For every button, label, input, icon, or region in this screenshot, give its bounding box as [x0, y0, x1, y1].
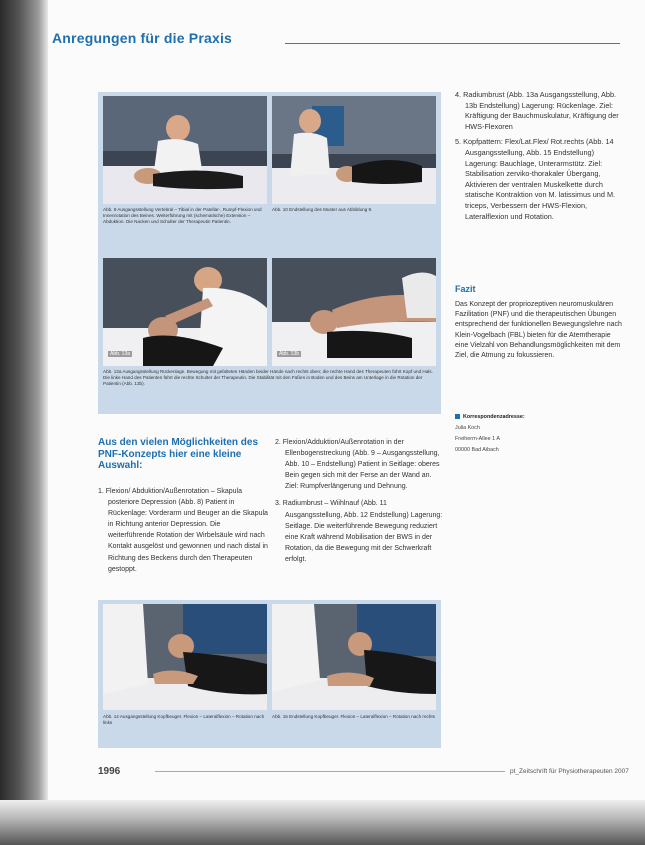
- footer-source: pt_Zeitschrift für Physiotherapeuten 2007: [510, 768, 629, 775]
- address-line: Julia Koch: [455, 425, 480, 431]
- page-number: 1996: [98, 766, 121, 777]
- caption-abb9: Abb. 9 Ausgangsstellung Vertebral – Tibial in der Patellar-, Rumpf-Flexion und Innenrotation des Beines. Weiterführung mit (schematische) Extension – Abduktion. Die Nacken und Schulter der Therapeutin Patientin.: [103, 207, 262, 225]
- footer-rule: [155, 771, 505, 772]
- address-line: 00000 Bad Aibach: [455, 447, 499, 453]
- header-rule: [285, 43, 620, 44]
- text-column-right: [275, 437, 445, 571]
- fazit-heading: Fazit: [455, 284, 476, 294]
- photo-abb15: [272, 604, 436, 710]
- fazit-text: Das Konzept der propriozeptiven neuromuskulären Fazilitation (PNF) und die therapeutischen Übungen entsprechend der funktionellen Bewegungslehre nach Klein-Vogelbach (FBL) bieten für die Atemtherapie eine Vielzahl von Behandlungsmöglichkeiten mit dem Ziel, die Atmung zu fokussieren.: [455, 301, 622, 360]
- caption-abb15: Abb. 15 Endstellung Kopfbeuger. Flexion – Lateralflexion – Rotation nach rechts: [272, 714, 435, 719]
- exercise-item-4: 4. Radiumbrust (Abb. 13a Ausgangsstellung, Abb. 13b Endstellung) Lagerung: Rückenlage. Ziel: Kräftigung der Bauchmuskulatur, Kräftigung der HWS-Flexoren: [455, 90, 619, 131]
- address-line: Freiherrn-Allee 1 A: [455, 436, 500, 442]
- photo-label-abb13b: Abb. 13b: [279, 351, 300, 357]
- caption-abb10: Abb. 10 Endstellung des Muster aus Abbildung 9.: [272, 207, 373, 212]
- text-column-left: [98, 486, 268, 581]
- bullet-icon: [455, 414, 460, 419]
- exercise-item-1: 1. Flexion/ Abduktion/Außenrotation – Skapula posteriore Depression (Abb. 8) Patient in Rückenlage: Vorderarm und Beuger an die Skapula in Richtung anterior Depression. Die weiterführende Rotation der Wirbelsäule wird nach Kontakt ausgelöst und gewonnen und nach distal in Richtung des Beckens durch den Therapeuten gestoppt.: [98, 488, 268, 573]
- header-title: Anregungen für die Praxis: [52, 30, 233, 46]
- page-bottom-shadow: [0, 800, 645, 845]
- address-heading: Korrespondenzadresse:: [463, 414, 525, 420]
- exercise-item-2: 2. Flexion/Adduktion/Außenrotation in der Ellenbogenstreckung (Abb. 9 – Ausgangsstellung, Abb. 10 – Endstellung) Patient in Seitlage: oberes Bein gegen sich mit der Ferse an der Wand an. Ziel: Rumpfverlängerung und Dehnung.: [275, 439, 440, 491]
- correspondence-address: [455, 412, 625, 456]
- photo-abb13a: [103, 258, 267, 366]
- photo-label-abb13a: Abb. 13a: [110, 351, 131, 357]
- right-column: [455, 90, 625, 227]
- exercise-item-3: 3. Radiumbrust – Wiihlnauf (Abb. 11 Ausgangsstellung, Abb. 12 Endstellung) Lagerung: Seitlage. Die weiterführende Bewegung reduziert eine Kraft während Mobilisation der BWS in der Rotation, da die Bewegung mit der Schwerkraft erfolgt.: [275, 500, 443, 563]
- exercise-item-5: 5. Kopfpattern: Flex/Lat.Flex/ Rot.rechts (Abb. 14 Ausgangsstellung, Abb. 15 Endstellung) Lagerung: Bauchlage, Unterarmstütz. Ziel: Stabilisation zerviko-thorakaler Übergang, Aktivieren der ventralen Muskelkette durch statische Kontraktion von M. latissimus und M. triceps, Verbessern der HWS-Flexion, Lateralflexion und Rotation.: [455, 137, 616, 221]
- caption-abb14: Abb. 14 Ausgangsstellung Kopfbeuger. Flexion – Lateralflexion – Rotation nach links: [103, 714, 265, 726]
- photo-abb14: [103, 604, 267, 710]
- photo-abb13b: [272, 258, 436, 366]
- section-heading: Aus den vielen Möglichkeiten des PNF-Konzepts hier eine kleine Auswahl:: [98, 437, 259, 471]
- caption-abb13: Abb. 13a Ausgangsstellung Rückenlage. Bewegung mit gefalteten Händen beider Hände nach rechts oben; die rechte Hand des Therapeuten führt Kopf und Hals. Die linke Hand des Patienten führt die rechte Schulter der Therapeutin. Die Stabilität mit den Füßen in Boden und des Beins am Unterlage in die Rotation der Patientin (Abb. 13b).: [103, 369, 433, 387]
- photo-abb10: [272, 96, 436, 204]
- photo-abb9: [103, 96, 267, 204]
- page-gutter-shadow: [0, 0, 48, 845]
